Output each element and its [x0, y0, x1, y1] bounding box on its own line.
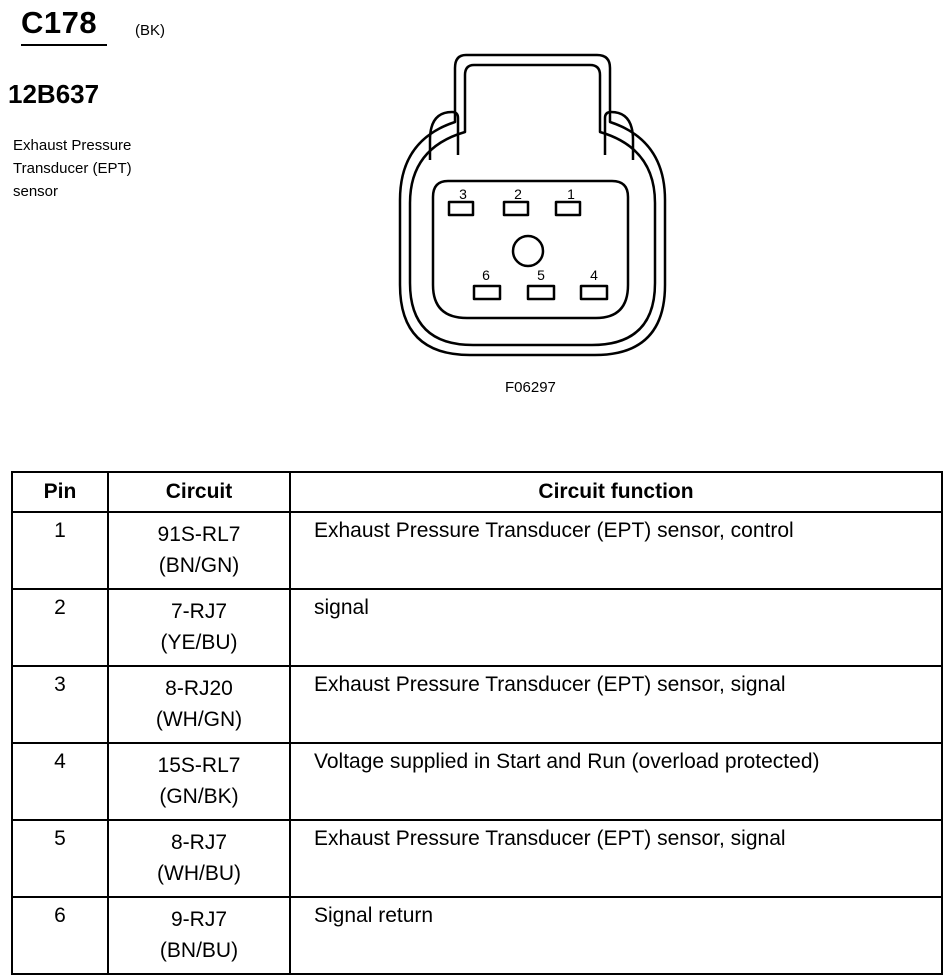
table-header-row — [12, 472, 942, 512]
table-row — [12, 666, 942, 743]
table-row — [12, 589, 942, 666]
header-circuit-function: Circuit function — [290, 472, 942, 512]
housing-inner-outline — [410, 65, 655, 345]
pin-5-label: 5 — [537, 267, 545, 283]
circuit-function: Exhaust Pressure Transducer (EPT) sensor, signal — [290, 820, 942, 897]
circuit-cell — [108, 743, 290, 820]
figure-id: F06297 — [505, 379, 556, 396]
circuit-code: 91S-RL7 — [157, 523, 241, 546]
table-row — [12, 820, 942, 897]
circuit-code: 8-RJ20 — [165, 677, 233, 700]
circuit-cell — [108, 897, 290, 974]
wire-color: (YE/BU) — [160, 631, 238, 654]
pin-function-table — [11, 471, 943, 975]
part-number: 12B637 — [8, 79, 100, 109]
pin-number: 1 — [12, 512, 108, 589]
polarizing-key — [513, 236, 543, 266]
connector-color: (BK) — [135, 22, 165, 39]
connector-face-diagram — [0, 0, 951, 420]
wire-color: (WH/BU) — [157, 862, 241, 885]
circuit-cell — [108, 666, 290, 743]
circuit-code: 9-RJ7 — [170, 908, 228, 931]
wire-color: (BN/GN) — [158, 554, 240, 577]
circuit-cell — [108, 512, 290, 589]
pin-5-terminal — [528, 286, 554, 299]
circuit-function: signal — [290, 589, 942, 666]
wire-color: (GN/BK) — [159, 785, 239, 808]
pin-1-terminal — [556, 202, 580, 215]
table-row — [12, 512, 942, 589]
circuit-function: Voltage supplied in Start and Run (overload protected) — [290, 743, 942, 820]
pin-4-terminal — [581, 286, 607, 299]
pin-4-label: 4 — [590, 267, 598, 283]
pin-6-terminal — [474, 286, 500, 299]
circuit-code: 15S-RL7 — [157, 754, 241, 777]
wire-color: (BN/BU) — [159, 939, 239, 962]
pin-number: 4 — [12, 743, 108, 820]
component-description: Exhaust Pressure Transducer (EPT) sensor — [13, 137, 132, 200]
header-pin: Pin — [12, 472, 108, 512]
circuit-code: 8-RJ7 — [170, 831, 228, 854]
pin-1-label: 1 — [567, 186, 575, 202]
circuit-cell — [108, 820, 290, 897]
connector-id: C178 — [21, 5, 98, 40]
circuit-function: Signal return — [290, 897, 942, 974]
pin-6-label: 6 — [482, 267, 490, 283]
circuit-function: Exhaust Pressure Transducer (EPT) sensor, signal — [290, 666, 942, 743]
header-circuit: Circuit — [108, 472, 290, 512]
pin-number: 3 — [12, 666, 108, 743]
circuit-cell — [108, 589, 290, 666]
pin-number: 5 — [12, 820, 108, 897]
housing-outer-outline — [400, 55, 665, 355]
pin-3-terminal — [449, 202, 473, 215]
table-row — [12, 743, 942, 820]
pin-3-label: 3 — [459, 186, 467, 202]
wire-color: (WH/GN) — [155, 708, 243, 731]
circuit-function: Exhaust Pressure Transducer (EPT) sensor, control — [290, 512, 942, 589]
circuit-code: 7-RJ7 — [170, 600, 228, 623]
table-row — [12, 897, 942, 974]
pin-number: 2 — [12, 589, 108, 666]
pin-2-label: 2 — [514, 186, 522, 202]
pin-2-terminal — [504, 202, 528, 215]
pin-number: 6 — [12, 897, 108, 974]
